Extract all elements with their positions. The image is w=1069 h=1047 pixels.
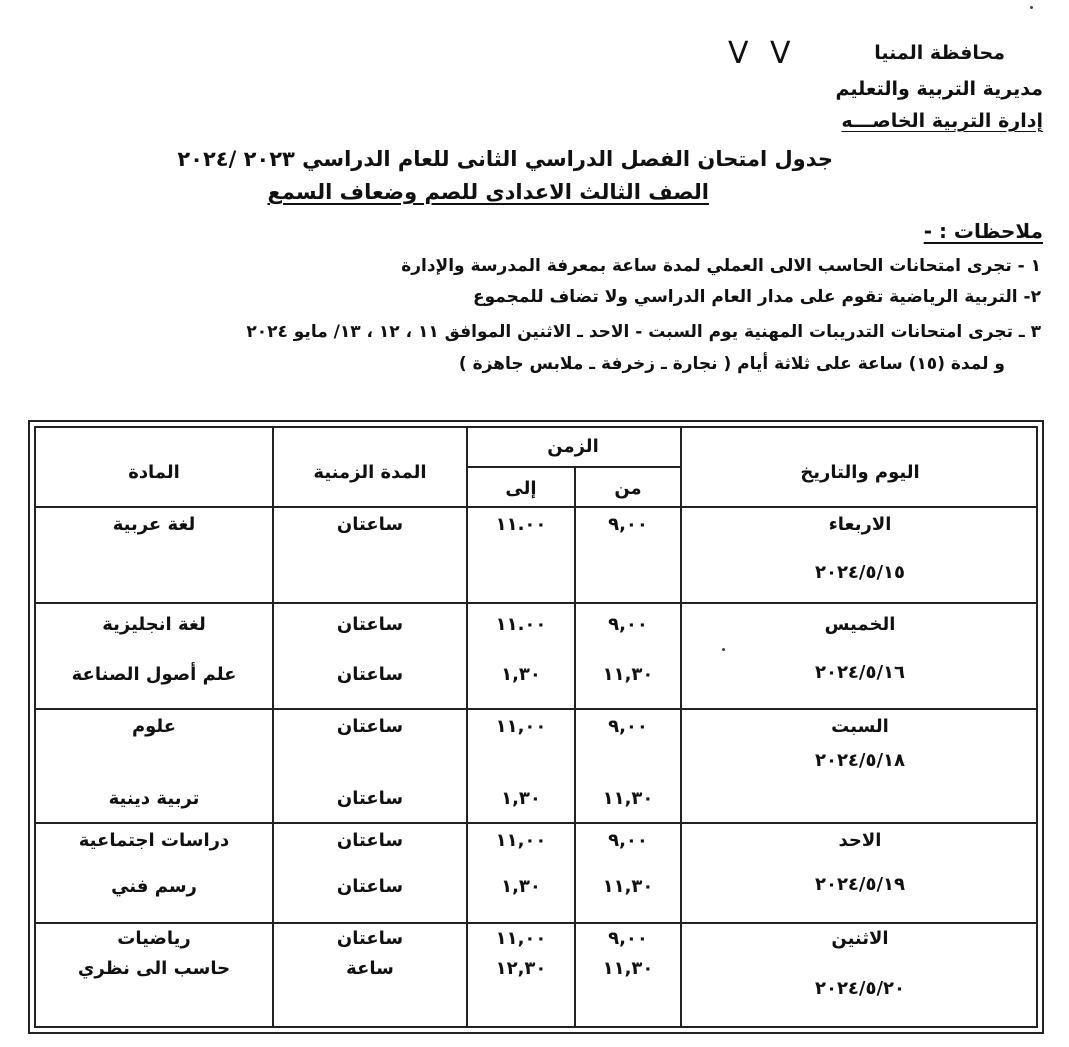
- entry-from: ٩,٠٠: [608, 830, 648, 851]
- notes-heading: ملاحظات : -: [923, 219, 1043, 243]
- row-day: الخميس: [824, 614, 896, 635]
- entry-subject: رياضيات: [117, 928, 191, 949]
- entry-from: ١١,٣٠: [602, 788, 654, 809]
- entry-to: ١,٣٠: [501, 788, 541, 809]
- row-date: ٢٠٢٤/٥/١٨: [814, 750, 906, 771]
- header-time: الزمن: [547, 436, 599, 457]
- entry-from: ٩,٠٠: [608, 514, 648, 535]
- entry-duration: ساعتان: [336, 830, 404, 851]
- entry-from: ٩,٠٠: [608, 614, 648, 635]
- row-day: الاثنين: [831, 928, 889, 949]
- entry-from: ١١,٣٠: [602, 876, 654, 897]
- entry-to: ١٢,٣٠: [495, 958, 547, 979]
- row-divider: [34, 602, 1038, 604]
- administration-name: إدارة التربية الخاصـــه: [841, 110, 1043, 132]
- entry-subject: تربية دينية: [108, 788, 200, 809]
- entry-duration: ساعتان: [336, 664, 404, 685]
- entry-to: ١١,٠٠: [495, 928, 547, 949]
- row-divider: [34, 708, 1038, 710]
- governorate-name: محافظة المنيا: [874, 42, 1005, 64]
- entry-to: ١,٣٠: [501, 876, 541, 897]
- entry-from: ١١,٣٠: [602, 958, 654, 979]
- entry-duration: ساعتان: [336, 716, 404, 737]
- entry-duration: ساعتان: [336, 614, 404, 635]
- note-item-1: ١ - تجرى امتحانات الحاسب الالى العملي لمدة ساعة بمعرفة المدرسة والإدارة: [401, 256, 1041, 276]
- entry-subject: علوم: [131, 716, 177, 737]
- row-day: الاحد: [838, 830, 882, 851]
- row-date: ٢٠٢٤/٥/٢٠: [814, 978, 906, 999]
- scan-speck: [1030, 6, 1033, 9]
- time-subheader-divider: [466, 466, 682, 468]
- row-date: ٢٠٢٤/٥/١٥: [814, 562, 906, 583]
- grade-title: الصف الثالث الاعدادى للصم وضعاف السمع: [267, 180, 709, 204]
- note-item-2: ٢- التربية الرياضية تقوم على مدار العام الدراسي ولا تضاف للمجموع: [472, 287, 1041, 307]
- row-day: السبت: [831, 716, 889, 737]
- entry-subject: حاسب الى نظري: [77, 958, 231, 979]
- entry-duration: ساعتان: [336, 514, 404, 535]
- directorate-name: مديرية التربية والتعليم: [835, 78, 1043, 100]
- header-duration: المدة الزمنية: [313, 462, 427, 483]
- entry-from: ١١,٣٠: [602, 664, 654, 685]
- entry-to: ١,٣٠: [501, 664, 541, 685]
- entry-to: ١١.٠٠: [495, 514, 547, 535]
- entry-subject: لغة عربية: [112, 514, 196, 535]
- header-from: من: [614, 478, 642, 499]
- entry-from: ٩,٠٠: [608, 928, 648, 949]
- row-day: الاربعاء: [828, 514, 892, 535]
- entry-to: ١١.٠٠: [495, 614, 547, 635]
- entry-duration: ساعتان: [336, 788, 404, 809]
- entry-subject: لغة انجليزية: [102, 614, 206, 635]
- note-item-4: و لمدة (١٥) ساعة على ثلاثة أيام ( نجارة ـ زخرفة ـ ملابس جاهزة ): [458, 354, 1005, 374]
- entry-to: ١١,٠٠: [495, 716, 547, 737]
- entry-duration: ساعتان: [336, 876, 404, 897]
- entry-subject: علم أصول الصناعة: [71, 664, 237, 685]
- handwritten-mark: V V: [728, 36, 797, 71]
- row-divider: [34, 922, 1038, 924]
- header-bottom-border: [34, 506, 1038, 508]
- entry-subject: دراسات اجتماعية: [78, 830, 230, 851]
- exam-schedule-title: جدول امتحان الفصل الدراسي الثانى للعام الدراسي ٢٠٢٣ /٢٠٢٤: [177, 147, 833, 171]
- header-day-date: اليوم والتاريخ: [800, 462, 920, 483]
- entry-to: ١١,٠٠: [495, 830, 547, 851]
- entry-duration: ساعتان: [336, 928, 404, 949]
- row-date: ٢٠٢٤/٥/١٩: [814, 874, 906, 895]
- note-item-3: ٣ ـ تجرى امتحانات التدريبات المهنية يوم السبت - الاحد ـ الاثنين الموافق ١١ ، ١٢ ، ١٣/ مايو ٢٠٢٤: [246, 322, 1041, 342]
- row-date: ٢٠٢٤/٥/١٦: [814, 662, 906, 683]
- header-subject: المادة: [128, 462, 180, 483]
- row-divider: [34, 822, 1038, 824]
- entry-subject: رسم فني: [111, 876, 197, 897]
- entry-duration: ساعة: [346, 958, 394, 979]
- header-to: إلى: [505, 478, 537, 499]
- entry-from: ٩,٠٠: [608, 716, 648, 737]
- scan-speck: [722, 648, 725, 651]
